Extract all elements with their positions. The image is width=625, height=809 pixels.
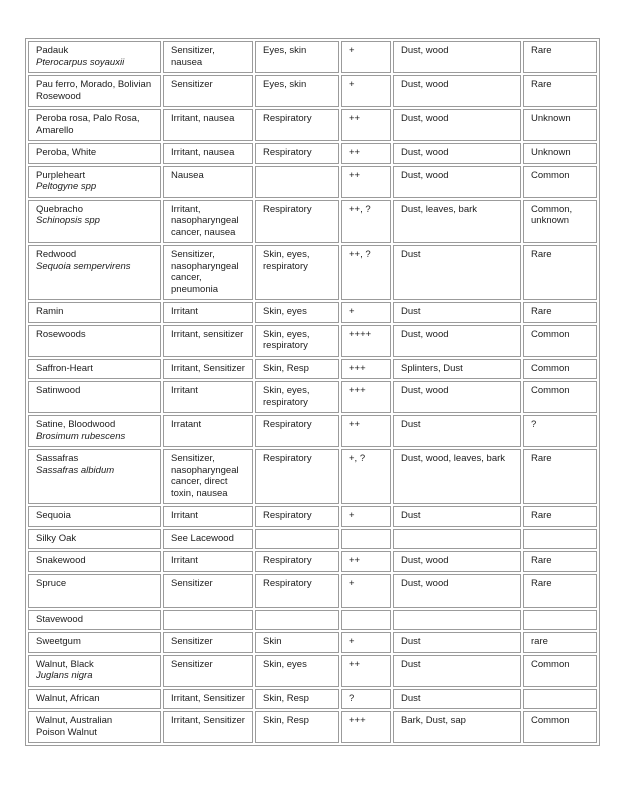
cell-wood-name [28, 359, 161, 380]
cell-incidence: Common, unknown [523, 200, 597, 244]
cell-incidence: rare [523, 632, 597, 653]
cell-reaction: Sensitizer, nausea [163, 41, 253, 73]
species-name: Sequoia sempervirens [36, 260, 131, 272]
cell-source: Dust, wood, leaves, bark [393, 449, 521, 504]
cell-source: Dust, leaves, bark [393, 200, 521, 244]
cell-incidence [523, 689, 597, 710]
cell-potency: + [341, 632, 391, 653]
cell-potency: + [341, 41, 391, 73]
table-row [28, 302, 597, 323]
cell-source: Dust [393, 632, 521, 653]
table-body [28, 41, 597, 743]
cell-potency: ++, ? [341, 245, 391, 300]
wood-common-name: Satinwood [36, 385, 81, 396]
cell-reaction: Sensitizer [163, 75, 253, 107]
cell-site: Skin, eyes [255, 302, 339, 323]
cell-potency [341, 610, 391, 631]
table-row [28, 610, 597, 631]
cell-potency: + [341, 574, 391, 608]
cell-wood-name [28, 75, 161, 107]
cell-source: Dust [393, 245, 521, 300]
cell-reaction: Irritant, nasopharyngeal cancer, nausea [163, 200, 253, 244]
cell-reaction: Irritant, nausea [163, 143, 253, 164]
cell-incidence: Rare [523, 506, 597, 527]
cell-wood-name [28, 711, 161, 743]
cell-site [255, 529, 339, 550]
cell-source: Bark, Dust, sap [393, 711, 521, 743]
cell-site: Skin, eyes [255, 655, 339, 687]
cell-wood-name [28, 655, 161, 687]
cell-wood-name [28, 529, 161, 550]
cell-reaction: Sensitizer [163, 632, 253, 653]
cell-incidence: Rare [523, 449, 597, 504]
cell-incidence: Common [523, 166, 597, 198]
cell-site: Respiratory [255, 200, 339, 244]
cell-source: Dust [393, 506, 521, 527]
cell-potency: ++++ [341, 325, 391, 357]
table-row [28, 551, 597, 572]
cell-incidence: Unknown [523, 109, 597, 141]
cell-site: Eyes, skin [255, 41, 339, 73]
wood-common-name: Stavewood [36, 613, 84, 625]
cell-incidence: Common [523, 359, 597, 380]
cell-incidence: Rare [523, 75, 597, 107]
cell-source: Dust [393, 689, 521, 710]
cell-site [255, 166, 339, 198]
cell-site: Respiratory [255, 506, 339, 527]
wood-common-name: Peroba rosa, Palo Rosa, Amarello [36, 113, 140, 136]
cell-reaction: Irritant [163, 506, 253, 527]
table-row [28, 359, 597, 380]
cell-potency: ? [341, 689, 391, 710]
wood-common-name: Spruce [36, 577, 67, 589]
cell-wood-name [28, 610, 161, 631]
wood-common-name: Saffron-Heart [36, 362, 93, 374]
species-name: Pterocarpus soyauxii [36, 56, 125, 68]
cell-wood-name [28, 415, 161, 447]
cell-reaction: Sensitizer, nasopharyngeal cancer, pneumonia [163, 245, 253, 300]
wood-common-name: Walnut, Australian [36, 715, 113, 726]
cell-site: Skin, eyes, respiratory [255, 325, 339, 357]
table-row [28, 529, 597, 550]
table-row [28, 143, 597, 164]
table-row [28, 415, 597, 447]
cell-source [393, 529, 521, 550]
wood-common-name: Sassafras [36, 453, 79, 464]
cell-wood-name [28, 166, 161, 198]
table-row [28, 325, 597, 357]
wood-common-name: Walnut, Black [36, 658, 94, 670]
cell-potency: + [341, 75, 391, 107]
cell-potency: ++, ? [341, 200, 391, 244]
wood-common-name: Silky Oak [36, 532, 77, 544]
cell-site: Eyes, skin [255, 75, 339, 107]
cell-site: Skin, Resp [255, 711, 339, 743]
cell-incidence: ? [523, 415, 597, 447]
cell-incidence [523, 529, 597, 550]
table-row [28, 689, 597, 710]
cell-incidence: Common [523, 381, 597, 413]
wood-common-name: Peroba, White [36, 147, 97, 158]
wood-common-name: Padauk [36, 45, 69, 56]
cell-reaction: Sensitizer [163, 655, 253, 687]
cell-wood-name [28, 41, 161, 73]
cell-potency [341, 529, 391, 550]
cell-wood-name [28, 632, 161, 653]
cell-incidence: Common [523, 711, 597, 743]
table-row [28, 632, 597, 653]
cell-reaction: Irritant [163, 381, 253, 413]
cell-source: Dust, wood [393, 41, 521, 73]
species-name: Schinopsis spp [36, 215, 100, 226]
wood-common-name: Purpleheart [36, 169, 86, 181]
wood-common-name: Sweetgum [36, 636, 81, 647]
wood-toxicity-table [25, 38, 600, 746]
cell-source: Dust, wood [393, 551, 521, 572]
cell-incidence: Common [523, 655, 597, 687]
cell-incidence [523, 610, 597, 631]
cell-source: Dust, wood [393, 325, 521, 357]
cell-site: Skin, eyes, respiratory [255, 381, 339, 413]
cell-source: Dust [393, 302, 521, 323]
cell-potency: ++ [341, 415, 391, 447]
cell-reaction: Irritant, nausea [163, 109, 253, 141]
cell-potency: ++ [341, 143, 391, 164]
cell-source: Dust [393, 655, 521, 687]
cell-site: Respiratory [255, 449, 339, 504]
table-row [28, 449, 597, 504]
cell-reaction: Irritant, Sensitizer [163, 711, 253, 743]
cell-source: Dust, wood [393, 143, 521, 164]
cell-reaction: Irritant, Sensitizer [163, 359, 253, 380]
cell-incidence: Rare [523, 551, 597, 572]
cell-wood-name [28, 325, 161, 357]
cell-site: Respiratory [255, 415, 339, 447]
cell-source: Splinters, Dust [393, 359, 521, 380]
wood-common-name: Ramin [36, 306, 64, 317]
cell-site: Skin, eyes, respiratory [255, 245, 339, 300]
table-row [28, 109, 597, 141]
cell-wood-name [28, 574, 161, 608]
cell-reaction: Sensitizer [163, 574, 253, 608]
cell-site: Respiratory [255, 109, 339, 141]
species-name: Juglans nigra [36, 670, 93, 681]
cell-wood-name [28, 689, 161, 710]
cell-reaction: Irritant [163, 302, 253, 323]
table-row [28, 75, 597, 107]
cell-reaction: Irritant, Sensitizer [163, 689, 253, 710]
cell-wood-name [28, 506, 161, 527]
cell-potency: +++ [341, 359, 391, 380]
cell-source: Dust, wood [393, 574, 521, 608]
cell-site: Respiratory [255, 551, 339, 572]
species-name: Sassafras albidum [36, 464, 115, 476]
cell-potency: ++ [341, 551, 391, 572]
cell-source: Dust, wood [393, 381, 521, 413]
cell-source [393, 610, 521, 631]
cell-wood-name [28, 143, 161, 164]
cell-reaction: Sensitizer, nasopharyngeal cancer, direct toxin, nausea [163, 449, 253, 504]
cell-incidence: Rare [523, 574, 597, 608]
table-row [28, 245, 597, 300]
cell-reaction: Irritant [163, 551, 253, 572]
cell-wood-name [28, 381, 161, 413]
wood-common-name: Satine, Bloodwood [36, 419, 116, 430]
cell-site [255, 610, 339, 631]
cell-site: Respiratory [255, 574, 339, 608]
cell-reaction: Irratant [163, 415, 253, 447]
cell-source: Dust, wood [393, 166, 521, 198]
cell-potency: + [341, 302, 391, 323]
cell-incidence: Common [523, 325, 597, 357]
cell-site: Skin, Resp [255, 359, 339, 380]
cell-potency: +++ [341, 711, 391, 743]
wood-common-name: Redwood [36, 249, 77, 260]
wood-common-name: Rosewoods [36, 328, 86, 340]
wood-common-name: Quebracho [36, 203, 84, 215]
table-row [28, 711, 597, 743]
cell-reaction: Nausea [163, 166, 253, 198]
species-name: Peltogyne spp [36, 181, 97, 192]
cell-wood-name [28, 109, 161, 141]
cell-potency: +++ [341, 381, 391, 413]
wood-common-name: Pau ferro, Morado, Bolivian Rosewood [36, 79, 152, 102]
cell-site: Skin [255, 632, 339, 653]
table-row [28, 200, 597, 244]
cell-wood-name [28, 449, 161, 504]
cell-incidence: Unknown [523, 143, 597, 164]
cell-potency: ++ [341, 166, 391, 198]
cell-source: Dust, wood [393, 75, 521, 107]
cell-site: Skin, Resp [255, 689, 339, 710]
cell-potency: ++ [341, 655, 391, 687]
wood-common-name: Walnut, African [36, 692, 100, 704]
cell-wood-name [28, 302, 161, 323]
wood-common-name: Sequoia [36, 510, 71, 521]
cell-site: Respiratory [255, 143, 339, 164]
species-name: Brosimum rubescens [36, 430, 126, 442]
cell-wood-name [28, 245, 161, 300]
wood-alt-name: Poison Walnut [36, 726, 97, 738]
table-row [28, 506, 597, 527]
cell-incidence: Rare [523, 302, 597, 323]
table-row [28, 166, 597, 198]
cell-incidence: Rare [523, 41, 597, 73]
table-row [28, 41, 597, 73]
cell-incidence: Rare [523, 245, 597, 300]
table-row [28, 574, 597, 608]
cell-reaction [163, 610, 253, 631]
cell-potency: + [341, 506, 391, 527]
wood-common-name: Snakewood [36, 555, 86, 566]
cell-source: Dust [393, 415, 521, 447]
cell-wood-name [28, 551, 161, 572]
cell-potency: ++ [341, 109, 391, 141]
table-row [28, 381, 597, 413]
cell-reaction: See Lacewood [163, 529, 253, 550]
cell-wood-name [28, 200, 161, 244]
cell-source: Dust, wood [393, 109, 521, 141]
cell-potency: +, ? [341, 449, 391, 504]
table-row [28, 655, 597, 687]
cell-reaction: Irritant, sensitizer [163, 325, 253, 357]
